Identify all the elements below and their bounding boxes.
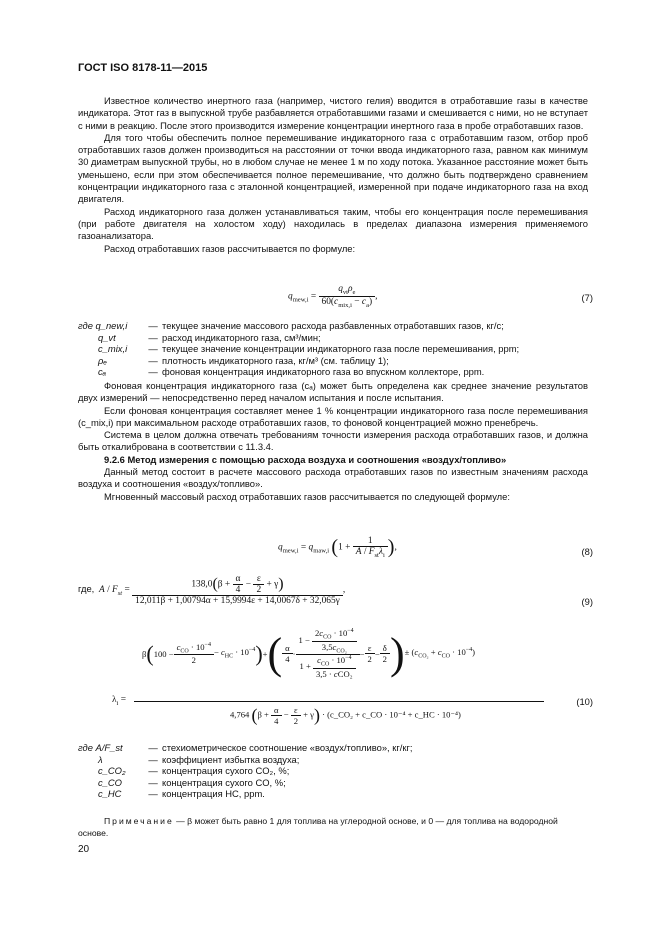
definition-row: c_CO₂ — концентрация сухого CO₂, %; [78, 765, 413, 777]
definition-text: стехиометрическое соотношение «воздух/топливо», кг/кг; [162, 742, 413, 753]
definition-symbol: cₐ [98, 366, 107, 378]
note-text: — β может быть равно 1 для топлива на углеродной основе, и 0 — для топлива на водородной основе. [78, 816, 558, 838]
definition-text: плотность индикаторного газа, кг/м³ (см. таблицу 1); [162, 354, 389, 366]
equation-10-denominator: 4,764 (β + $\frac{\alpha}{4}$ − $\frac{\varepsilon}{2}$ + γ) · (c_CO₂ + c_CO · 10⁻⁴ + c_HC · 10⁻⁴) [230, 705, 461, 726]
equation-7: $q_{mew,i}$ = $\frac{q_{vt}\rho_e}{60(c_{mix,i} - c_a)}$ , [288, 284, 378, 309]
equation-8-number: (8) [581, 546, 593, 557]
paragraph-background-conc: Фоновая концентрация индикаторного газа (cₐ) может быть определена как среднее значение результатов двух измерений — непосредственно перед началом испытания и после испытания. [78, 380, 588, 404]
equation-9-number: (9) [581, 596, 593, 607]
document-header: ГОСТ ISO 8178-11—2015 [78, 62, 208, 74]
definition-row: где q_new,i — текущее значение массового расхода разбавленных отработавших газов, кг/с; [78, 320, 504, 331]
equation-9-denominator: 12,011β + 1,00794α + 15,9994ε + 14,0067δ + 32,065γ [135, 596, 340, 606]
equation-10: β ( 100 − $\frac{c_{CO} \cdot 10^{-4}}{2}$ − $c_{HC} \cdot 10^{-4}$ ) + ( $\frac{\alpha}{4}$ · 1 − $\frac{2c_{CO} \cdot 10^{-4}}{3,5c_{CO_2}}$ 1 + $\frac{c_{CO} \cdot 10^{-4}}{\text{3,5 · cCO₂}}$ − $\frac{\varepsilon}{2}$ − $\frac{\delta}{2}$ ) ± $(c_{CO_2} + c_{CO} \cdot 10^{-4})$ [142, 628, 476, 680]
definition-symbol: q_vt [98, 331, 116, 343]
definition-symbol: c_CO [98, 776, 122, 788]
definition-row: c_CO — концентрация сухого CO, %; [78, 777, 413, 789]
definition-symbol: c_CO₂ [98, 765, 126, 777]
paragraph-method: Данный метод состоит в расчете массового расхода отработавших газов по известным значениям расхода воздуха и соотношения «воздух/топливо». [78, 466, 588, 490]
equation-9-numerator: 138,0 [191, 579, 213, 590]
definition-symbol: ρₑ [98, 354, 107, 366]
definition-text: текущее значение массового расхода разбавленных отработавших газов, кг/с; [162, 320, 504, 331]
definition-row: c_HC — концентрация HC, ppm. [78, 788, 413, 800]
paragraph-calibration: Система в целом должна отвечать требованиям точности измерения расхода отработавших газов, и должна быть откалибрована в соответствии с 11.3.4. [78, 429, 588, 453]
equation-7-number: (7) [581, 292, 593, 303]
definition-symbol: λ [98, 753, 103, 765]
definition-row: cₐ — фоновая концентрация индикаторного газа во впускном коллекторе, ppm. [78, 366, 519, 378]
equation-8: $q_{mew,i} = q_{maw,i}$ (1 + $\frac{1}{A / F_{st}\lambda_i}$ ), [278, 536, 397, 559]
definition-text: концентрация сухого CO, %; [162, 776, 286, 788]
definition-text: текущее значение концентрации индикаторного газа после перемешивания, ppm; [162, 343, 520, 355]
equation-9-prefix: где, [78, 583, 95, 595]
equation-9: где, A / $F_{st}$ = 138,0(β + $\frac{\alpha}{4}$ − $\frac{\varepsilon}{2}$ + γ) 12,011β + 1,00794α + 15,9994ε + 14,0067δ + 32,065γ , [78, 574, 346, 606]
paragraph-flow-rate: Расход индикаторного газа должен устанавливаться таким, чтобы его концентрация после перемешивания (при работе двигателя на холостом ходу) находилась в пределах диапазона измерения применяемого газоанализатора. [78, 205, 588, 242]
definition-row: c_mix,i — текущее значение концентрации индикаторного газа после перемешивания, ppm; [78, 343, 519, 355]
definitions-list-2 [78, 742, 413, 800]
definitions-list-1 [78, 320, 519, 378]
section-heading-9-2-6: 9.2.6 Метод измерения с помощью расхода воздуха и соотношения «воздух/топливо» [104, 453, 507, 465]
equation-10-den-coef: 4,764 [230, 709, 250, 720]
paragraph-negligible: Если фоновая концентрация составляет менее 1 % концентрации индикаторного газа после перемешивания (c_mix,i) при максимальном расходе отработавших газов, то фоновой концентрацией можно пренебречь. [78, 404, 588, 428]
definition-symbol: где q_new,i [78, 320, 128, 331]
page-number: 20 [78, 844, 90, 855]
definition-row: ρₑ — плотность индикаторного газа, кг/м³ (см. таблицу 1); [78, 355, 519, 367]
equation-10-den-tail: · (c_CO₂ + c_CO · 10⁻⁴ + c_HC · 10⁻⁴) [322, 709, 461, 720]
definition-text: концентрация HC, ppm. [162, 788, 265, 800]
equation-10-number: (10) [576, 696, 593, 707]
paragraph-tracer-gas: Известное количество инертного газа (например, чистого гелия) вводится в отработавшие газы в качестве индикатора. Этот газ в выпускной трубе разбавляется отработавшими газами и смешивается с ними, но не вступает с ними в реакцию. После этого производится измерение концентрации инертного газа в пробе отработавших газов. [78, 95, 588, 131]
paragraph-formula-intro: Расход отработавших газов рассчитывается по формуле: [104, 242, 356, 254]
paragraph-instant-flow: Мгновенный массовый расход отработавших газов рассчитывается по следующей формуле: [104, 490, 510, 502]
text-block-background [78, 380, 588, 503]
definition-text: фоновая концентрация индикаторного газа во впускном коллекторе, ppm. [162, 366, 485, 378]
text-block-intro [78, 95, 588, 255]
definition-row: где A/F_st — стехиометрическое соотношение «воздух/топливо», кг/кг; [78, 742, 413, 753]
definition-text: расход индикаторного газа, см³/мин; [162, 331, 321, 343]
definition-row: λ — коэффициент избытка воздуха; [78, 754, 413, 766]
definition-text: коэффициент избытка воздуха; [162, 753, 300, 765]
definition-text: концентрация сухого CO₂, %; [162, 765, 290, 777]
paragraph-mixing: Для того чтобы обеспечить полное перемешивание индикаторного газа с отработавшим газом, отбор проб отработавших газов должен производиться на расстоянии от точки ввода индикаторного газа, равном как минимум 30 диаметрам выпускной трубы, но в любом случае не менее 1 м по ходу потока. Указанное расстояние может быть уменьшено, если при этом обеспечивается полное перемешивание, что должно быть подтверждено сравнением концентрации индикаторного газа с эталонной концентрацией, измеренной при подаче индикаторного газа на вход двигателя. [78, 131, 588, 205]
definition-symbol: c_HC [98, 788, 122, 800]
note-block [78, 816, 588, 839]
definition-symbol: c_mix,i [98, 343, 128, 355]
equation-10-lambda: $\lambda_i$ = [112, 695, 127, 707]
definition-symbol: где A/F_st [78, 742, 123, 753]
note-label: Примечание [104, 816, 174, 826]
equation-10-fraction-bar [134, 701, 544, 702]
definition-row: q_vt — расход индикаторного газа, см³/мин; [78, 332, 519, 344]
